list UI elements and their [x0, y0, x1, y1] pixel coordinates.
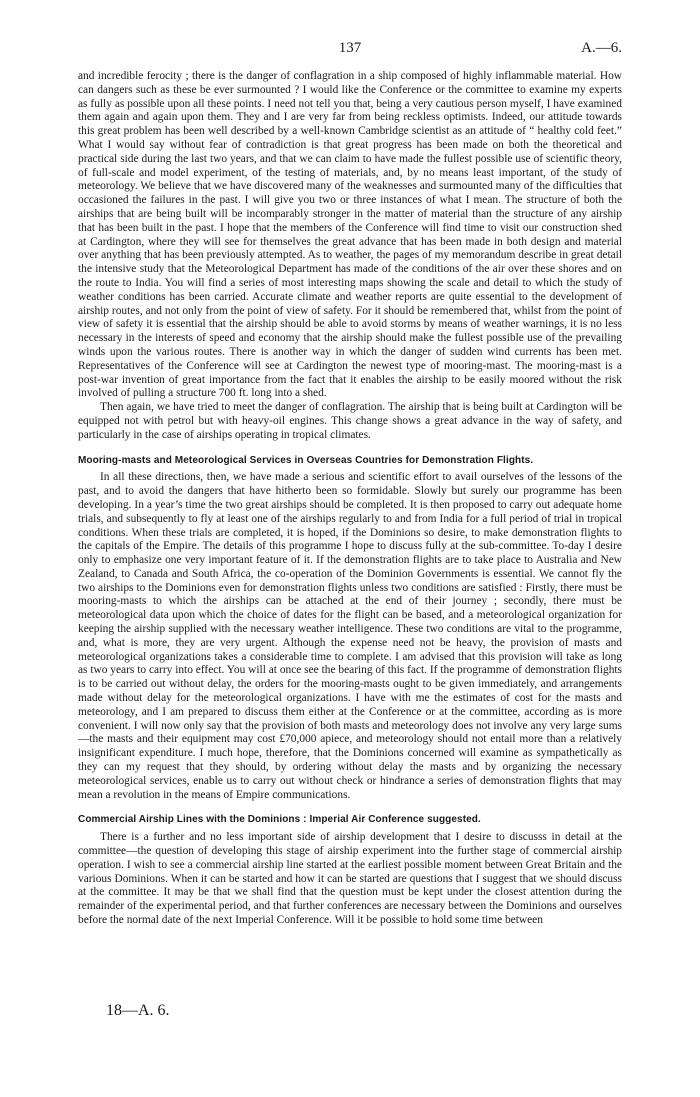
document-reference: A.—6. — [581, 40, 622, 56]
paragraph: Then again, we have tried to meet the danger of conflagration. The airship that is being built at Cardington will be equipped not with petrol but with heavy-oil engines. This change shows a great advance in the way of safety, and particularly in the case of airships operating in tropical climates. — [78, 401, 622, 441]
section-heading: Commercial Airship Lines with the Dominions : Imperial Air Conference suggested. — [78, 814, 481, 826]
page-header — [78, 40, 622, 60]
page-number: 137 — [338, 40, 362, 56]
paragraph: There is a further and no less important side of airship development that I desire to discusss in detail at the committee—the question of developing this stage of airship experiment into the further stage of commercial airship operation. I wish to see a commercial airship line started at the earliest possible moment between Great Britain and the various Dominions. When it can be started and how it can be started are questions that I suggest that we should discuss at the committee. It may be that we shall find that the question must be kept under the closest attention during the remainder of the experimental period, and that further conferences are necessary between the Dominions and ourselves before the normal date of the next Imperial Conference. Will it be possible to hold some time between — [78, 831, 622, 927]
paragraph: and incredible ferocity ; there is the danger of conflagration in a ship composed of highly inflammable material. How can dangers such as these be ever surmounted ? I would like the Conference or the committee to examine my experts as fully as possible upon all these points. I need not tell you that, being a very cautious person myself, I have examined them again and again upon them. They and I are very far from being reckless optimists. Indeed, our attitude towards this great problem has been well described by a well-known Cambridge scientist as an attitude of “ healthy cold feet.” What I would say without fear of contradiction is that great progress has been made on both the theoretical and practical side during the last two years, and that we can claim to have made the fullest possible use of scientific theory, of full-scale and model experiment, of the testing of materials, and, by no means least important, of the study of meteorology. We believe that we have discovered many of the weaknesses and surmounted many of the difficulties that occasioned the failures in the past. I will give you two or three instances of what I mean. The structure of both the airships that are being built will be incomparably stronger in the matter of material than the structure of any airship that has been built in the past. I hope that the members of the Conference will find time to visit our construction shed at Cardington, where they will see for themselves the great advance that has been made in both design and material over anything that has been previously attempted. As to weather, the pages of my memorandum describe in great detail the intensive study that the Meteorological Department has made of the conditions of the air over these shores and on the route to India. You will find a series of most interesting maps showing the scale and detail to which the study of weather conditions has been carried. Accurate climate and weather reports are quite essential to the development of airship routes, and not only from the point of view of safety. For it should be remembered that, whilst from the point of view of safety it is essential that the airship should be able to avoid storms by means of weather warnings, it is no less necessary in the interests of speed and economy that the airship should make the fullest possible use of the prevailing winds upon the various routes. There is another way in which the danger of sudden wind currents has been met. Representatives of the Conference will see at Cardington the newest type of mooring-mast. The mooring-mast is a post-war invention of great importance from the fact that it enables the airship to be easily moored without the risk involved of pulling a structure 700 ft. long into a shed. — [78, 70, 622, 400]
document-body — [78, 70, 622, 928]
section-heading: Mooring-masts and Meteorological Services in Overseas Countries for Demonstration Flights. — [78, 454, 534, 466]
signature-mark: 18—A. 6. — [106, 1002, 170, 1019]
paragraph: In all these directions, then, we have made a serious and scientific effort to avail ourselves of the lessons of the past, and to avoid the dangers that have hitherto been so formidable. Slowly but surely our programme has been developing. In a year’s time the two great airships should be completed. It is then proposed to carry out adequate home trials, and subsequently to fly at least one of the airships regularly to and from India for a full period of trial in tropical conditions. When these trials are completed, it is hoped, if the Dominions so desire, to make demonstration flights to the capitals of the Empire. The details of this programme I hope to discuss fully at the sub-committee. To-day I desire only to emphasize one very important feature of it. If the demonstration flights are to take place to Australia and New Zealand, to Canada and South Africa, the co-operation of the Dominion Governments is essential. We cannot fly the two airships to the Dominions even for demonstration flights unless two conditions are satisfied : Firstly, there must be mooring-masts to which the airships can be attached at the end of their journey ; secondly, there must be meteorological data upon which the choice of dates for the flight can be based, and a meteorological organization for keeping the airship supplied with the necessary weather intelligence. These two conditions are vital to the programme, and, what is more, they are very urgent. Although the expense need not be heavy, the provision of masts and meteorological organizations takes a considerable time to complete. I am advised that this provision will take as long as two years to carry into effect. You will at once see the bearing of this fact. If the programme of demonstration flights is to be carried out without delay, the orders for the mooring-masts ought to be given immediately, and arrangements made without delay for the meteorological organizations. I have with me the estimates of cost for the masts and meteorology, and I am prepared to discuss them either at the Conference or at the committee, according as is more convenient. I will now only say that the provision of both masts and meteorology does not involve any very large sums—the masts and their equipment may cost £70,000 apiece, and meteorology should not entail more than a relatively insignificant expenditure. I much hope, therefore, that the Dominions concerned will examine as sympathetically as they can my request that they should, by ordering without delay the masts and by organizing the necessary meteorological services, enable us to carry out without check or hindrance a series of demonstration flights that may mean a revolution in the means of Empire communications. — [78, 471, 622, 801]
